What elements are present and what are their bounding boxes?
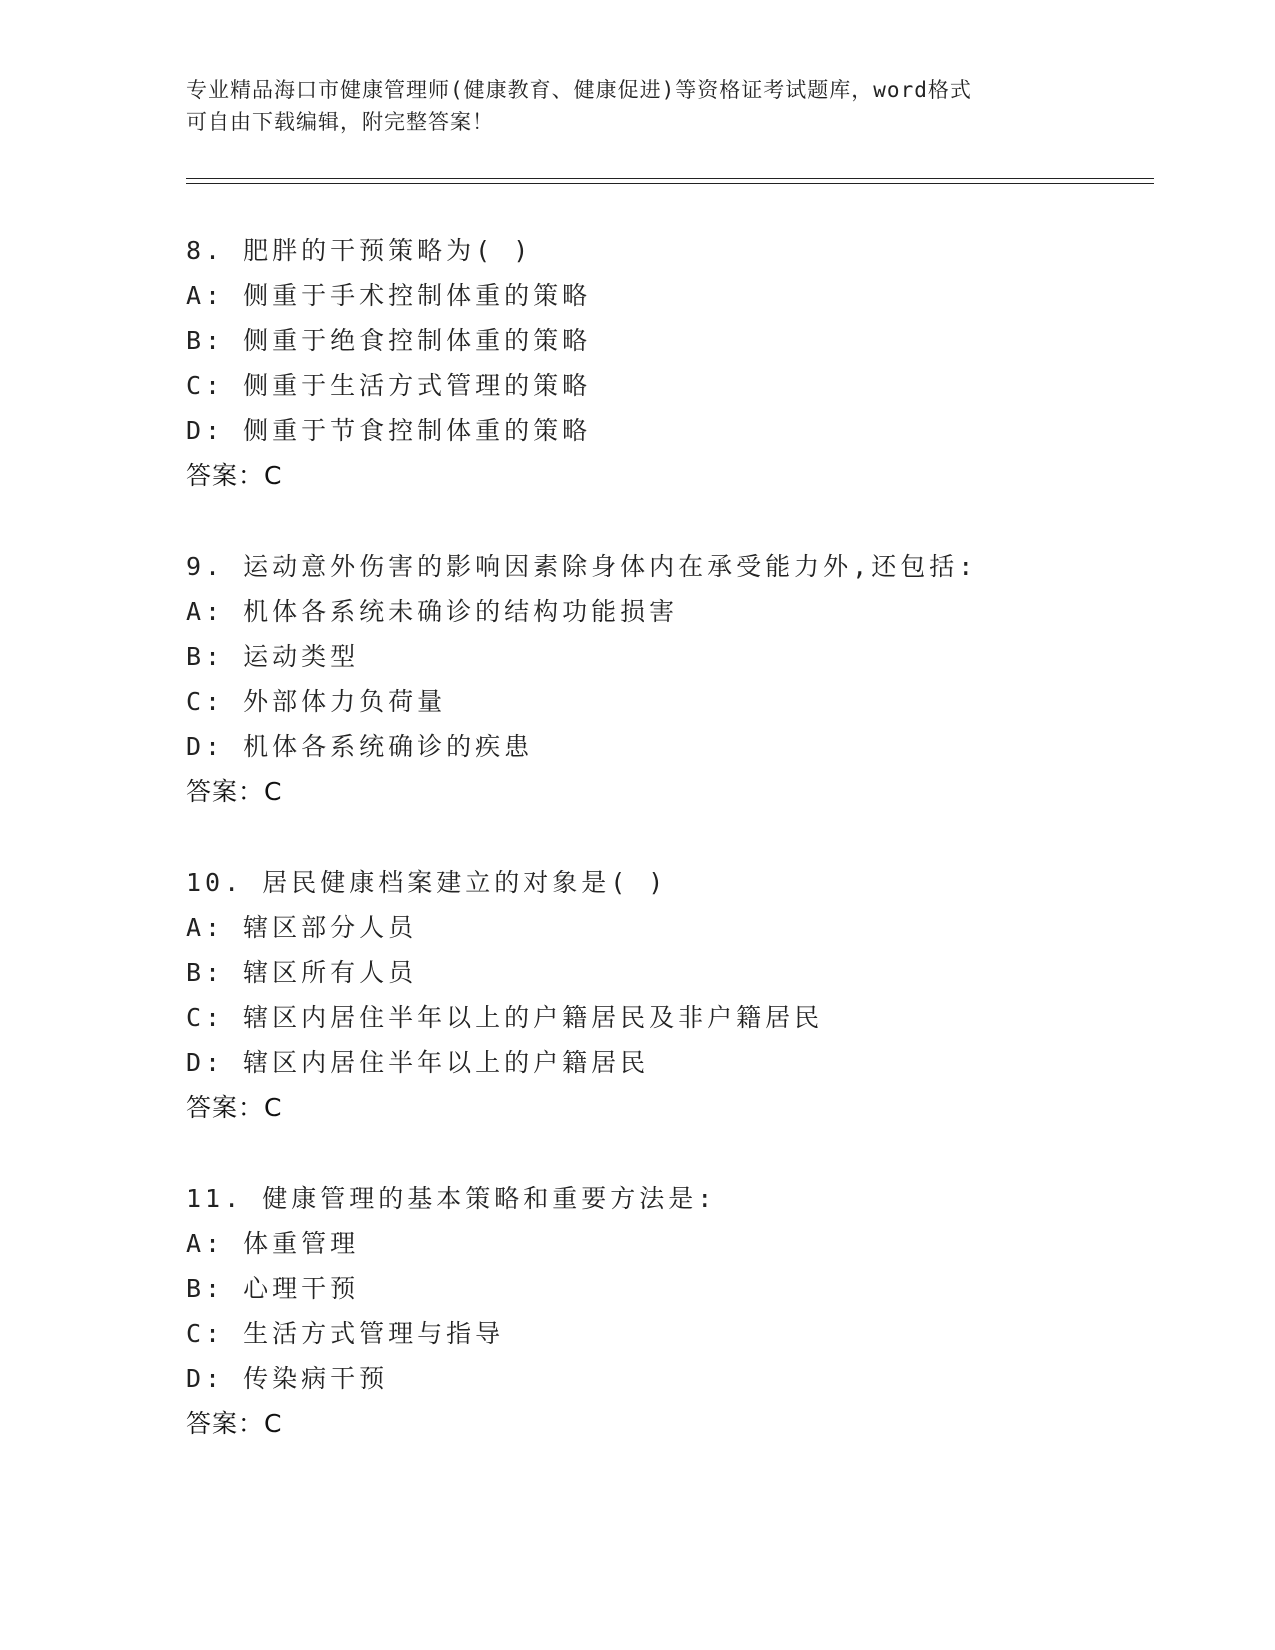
option-c: C: 辖区内居住半年以上的户籍居民及非户籍居民 (186, 1003, 824, 1032)
option-b: B: 侧重于绝食控制体重的策略 (186, 326, 592, 355)
answer: 答案：C (186, 1409, 283, 1438)
option-d: D: 辖区内居住半年以上的户籍居民 (186, 1048, 650, 1077)
option-a: A: 体重管理 (186, 1229, 360, 1258)
option-d: D: 传染病干预 (186, 1364, 389, 1393)
header-line-2: 可自由下载编辑，附完整答案！ (186, 110, 494, 134)
answer: 答案：C (186, 461, 283, 490)
question-stem: 10. 居民健康档案建立的对象是( ) (186, 868, 668, 897)
question-8 (186, 228, 1186, 498)
header-line-1: 专业精品海口市健康管理师(健康教育、健康促进)等资格证考试题库，word格式 (186, 78, 972, 102)
option-b: B: 运动类型 (186, 642, 360, 671)
question-stem: 8. 肥胖的干预策略为( ) (186, 236, 533, 265)
option-d: D: 侧重于节食控制体重的策略 (186, 416, 592, 445)
option-c: C: 生活方式管理与指导 (186, 1319, 505, 1348)
option-b: B: 辖区所有人员 (186, 958, 418, 987)
question-stem: 11. 健康管理的基本策略和重要方法是: (186, 1184, 717, 1213)
document-header (186, 74, 1086, 138)
option-a: A: 辖区部分人员 (186, 913, 418, 942)
question-stem: 9. 运动意外伤害的影响因素除身体内在承受能力外,还包括: (186, 552, 978, 581)
option-c: C: 侧重于生活方式管理的策略 (186, 371, 592, 400)
option-a: A: 侧重于手术控制体重的策略 (186, 281, 592, 310)
option-c: C: 外部体力负荷量 (186, 687, 447, 716)
question-10 (186, 860, 1186, 1130)
answer: 答案：C (186, 1093, 283, 1122)
header-divider-top (186, 178, 1154, 179)
question-11 (186, 1176, 1186, 1446)
option-d: D: 机体各系统确诊的疾患 (186, 732, 534, 761)
answer: 答案：C (186, 777, 283, 806)
option-b: B: 心理干预 (186, 1274, 360, 1303)
question-9 (186, 544, 1186, 814)
option-a: A: 机体各系统未确诊的结构功能损害 (186, 597, 679, 626)
header-divider-bottom (186, 183, 1154, 184)
